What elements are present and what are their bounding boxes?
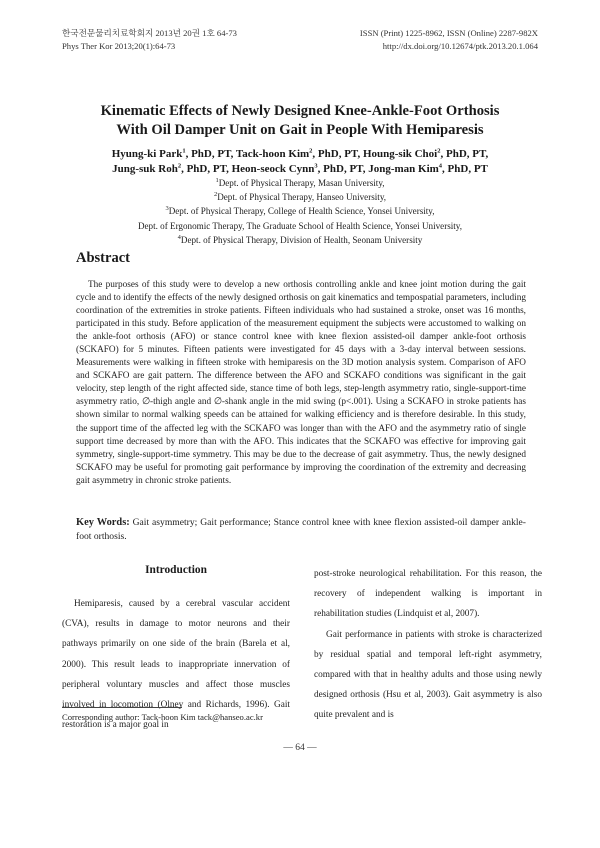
affiliation: $^3$Dept. of Physical Therapy, College of Health Science, Yonsei University, <box>165 205 435 217</box>
author-affiliation-marker: 2 <box>309 147 313 155</box>
affiliation-marker: 2 <box>213 191 218 199</box>
affiliation-marker: 1 <box>215 176 219 184</box>
affiliation: $^1$Dept. of Physical Therapy, Masan University, <box>215 176 385 188</box>
affiliation-list <box>30 176 570 247</box>
author-name: Houng-sik Choi <box>362 148 438 160</box>
abstract-body: The purposes of this study were to develop a new orthosis controlling ankle and knee joint motion during the gait cycle and to identify the effects of the newly designed orthosis on gait kinematics and tempospatial parameters, including coordination of the extremities in stroke patients. Fifteen individuals who had sustained a stroke, onset was 16 months, participated in this study. Before application of the measurement equipment the subjects were accustomed to walking on the ankle-foot orthosis (AFO) or stance control knee with knee flexion assisted-oil damper ankle-foot orthosis (SCKAFO) for 5 minutes. Fifteen patients were investigated for 45 days with a 3-day interval between sessions. Measurements were walking in fifteen stroke with hemiparesis on the 3D motion analysis system. Comparison of AFO and SCKAFO are gait pattern. The difference between the AFO and SCKAFO conditions was significant in the gait velocity, step length of the right affected side, stance time of both legs, step-length asymmetry ratio, single-support-time asymmetry ratio, ∅-thigh angle and ∅-shank angle in the mid swing (p<.001). Using a SCKAFO in stroke patients has shown similar to normal walking speeds can be attained for walking efficiency and is therefore desirable. In this study, the support time of the affected leg with the SCKAFO was longer than with the AFO and the asymmetry ratio of single support time decreased by more than with the AFO. This indicates that the SCKAFO was effective for improving gait symmetry, single-support-time symmetry. This may be due to the decrease of gait asymmetry. Thus, the newly designed SCKAFO may be useful for promoting gait performance by improving the coordination of the extremity and decreasing gait asymmetry in chronic stroke patients. <box>76 280 526 486</box>
author-line-2 <box>30 162 570 177</box>
journal-header-right <box>360 27 538 53</box>
author-name: Tack-hoon Kim <box>235 148 310 160</box>
author-degree: , PhD, PT, <box>185 148 236 160</box>
author-degree: , PhD, PT, <box>312 148 363 160</box>
author-affiliation-marker: 2 <box>177 162 182 170</box>
journal-header-left <box>62 27 237 53</box>
affiliation: $^2$Dept. of Physical Therapy, Hanseo University, <box>213 191 387 203</box>
intro-paragraph: Gait performance in patients with stroke is characterized by residual spatial and temporal left-right asymmetry, compared with that in healthy adults and those using newly designed orthosis (Hsu et al, 2003). Gait asymmetry is also quite prevalent and is <box>314 629 542 721</box>
body-column-right <box>314 564 542 726</box>
author-degree: , PhD, PT, <box>181 163 232 175</box>
intro-paragraph: Hemiparesis, caused by a cerebral vascular accident (CVA), results in damage to motor neurons and their pathways primarily on one side of the brain (Barela et al, 2000). This result leads to inappropriate innervation of peripheral voluntary muscles and affect those muscles involved in locomotion (Olney and Richards, 1996). Gait restoration is a major goal in <box>62 599 290 731</box>
author-name: Hyung-ki Park <box>111 148 183 160</box>
author-degree: , PhD, PT <box>442 163 488 175</box>
keywords-label: Key Words: <box>76 517 130 528</box>
author-name: Jong-man Kim <box>368 163 439 175</box>
corresponding-author-footnote: Corresponding author: Tack-hoon Kim tack@hanseo.ac.kr <box>62 712 263 722</box>
journal-korean-citation: 한국전문물리치료학회지 2013년 20권 1호 64-73 <box>62 28 237 38</box>
issn-line: ISSN (Print) 1225-8962, ISSN (Online) 2287-982X <box>359 28 538 38</box>
author-affiliation-marker: 2 <box>437 147 441 155</box>
abstract-heading: Abstract <box>76 250 130 266</box>
journal-english-citation: Phys Ther Kor 2013;20(1):64-73 <box>62 41 176 51</box>
affiliation: $^4$Dept. of Physical Therapy, Division of Health, Seonam University <box>177 233 423 245</box>
page-number: — 64 — <box>283 743 317 753</box>
affiliation-marker: 3 <box>165 205 169 213</box>
paper-title <box>30 102 570 140</box>
intro-paragraph-continued: post-stroke neurological rehabilitation. For this reason, the recovery of independent walking is important in rehabilitation studies (Lindquist et al, 2007). <box>314 569 542 620</box>
author-line-1 <box>30 147 570 162</box>
author-affiliation-marker: 1 <box>182 147 186 155</box>
author-degree: , PhD, PT, <box>317 163 369 175</box>
author-name: Jung-suk Roh <box>112 163 178 175</box>
title-line-1: Kinematic Effects of Newly Designed Knee-Ankle-Foot Orthosis <box>100 103 500 119</box>
author-name: Heon-seock Cynn <box>231 163 315 175</box>
author-degree: , PhD, PT, <box>440 148 489 160</box>
author-list <box>30 147 570 177</box>
keywords-text: Gait asymmetry; Gait performance; Stance control knee with knee flexion assisted-oil damper ankle-foot orthosis. <box>76 517 526 542</box>
title-line-2: With Oil Damper Unit on Gait in People With Hemiparesis <box>116 122 484 138</box>
author-affiliation-marker: 3 <box>314 162 318 170</box>
affiliation: Dept. of Ergonomic Therapy, The Graduate School of Health Science, Yonsei University, <box>137 220 463 231</box>
footnote-divider <box>62 707 182 708</box>
introduction-heading: Introduction <box>145 564 207 576</box>
keywords <box>76 516 526 543</box>
doi-link[interactable]: http://dx.doi.org/10.12674/ptk.2013.20.1.064 <box>382 41 538 51</box>
affiliation-marker: 4 <box>177 233 181 241</box>
author-affiliation-marker: 4 <box>438 162 443 170</box>
